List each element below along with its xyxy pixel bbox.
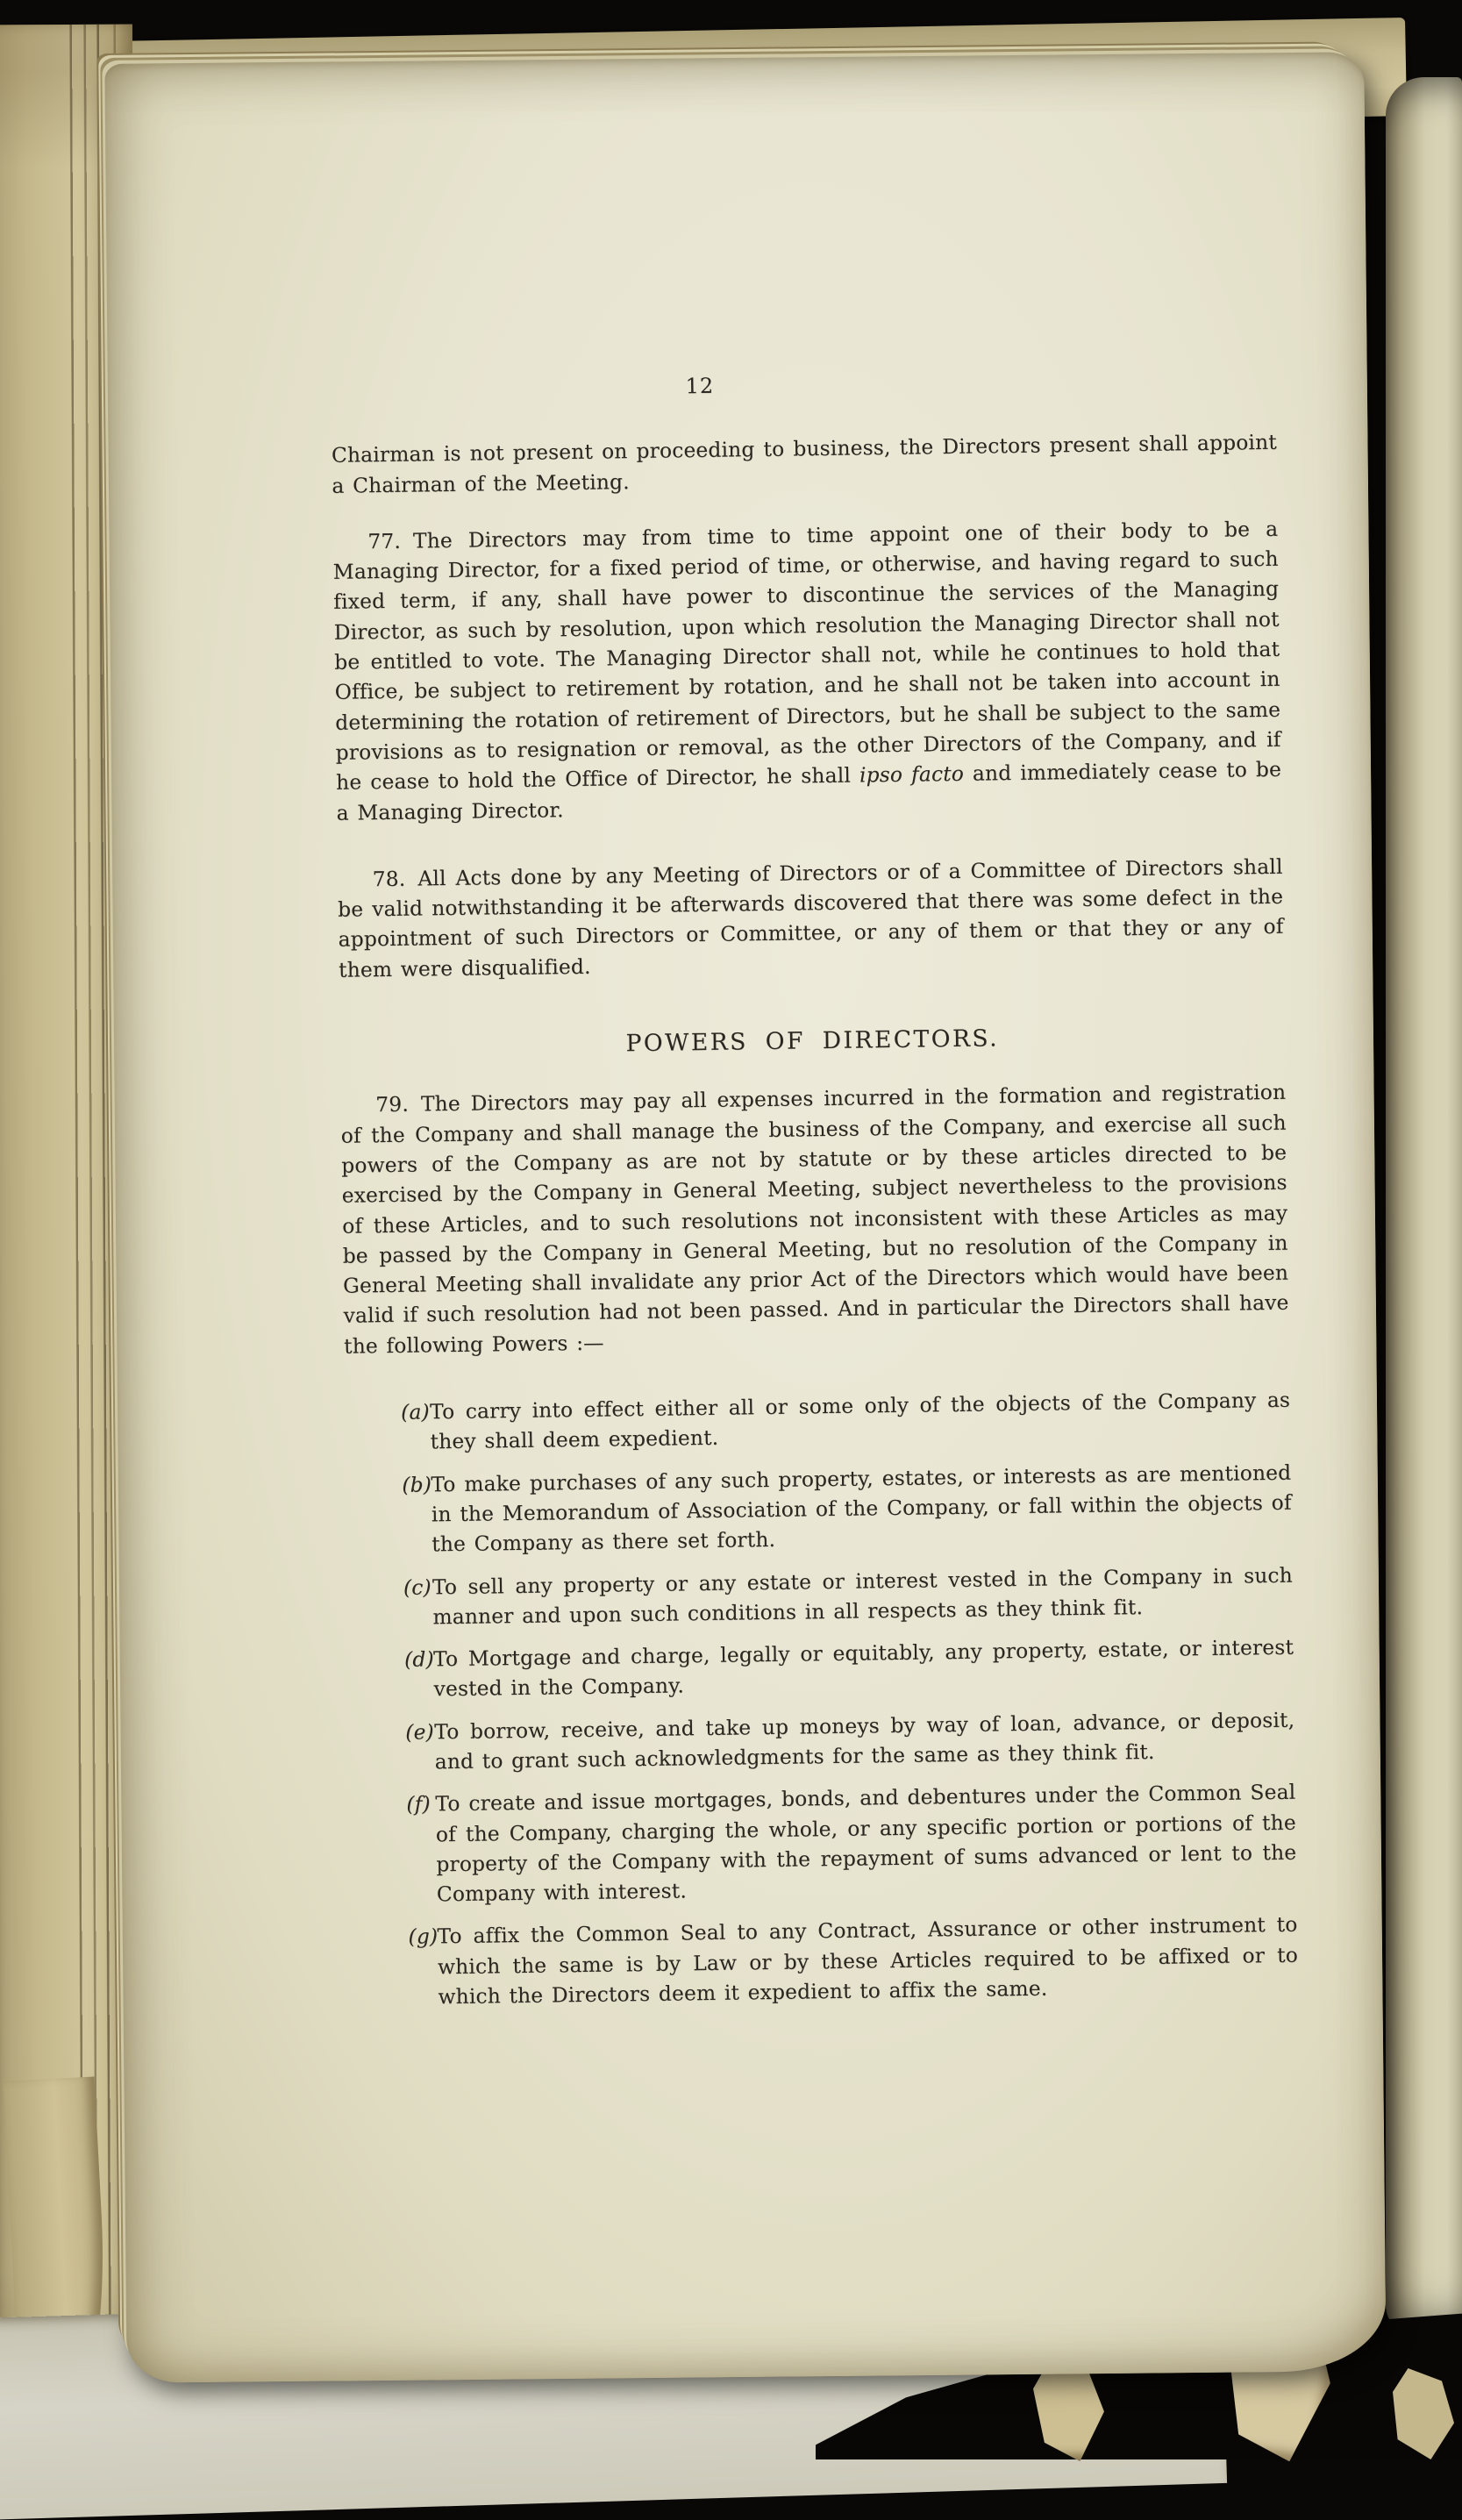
list-item-d [348,1633,1294,1707]
section-heading: POWERS OF DIRECTORS. [625,1024,1000,1058]
list-item-text: To carry into effect either all or some only of the objects of the Company as they shall deem expedient. [430,1388,1291,1454]
list-item-a [345,1386,1291,1460]
article-77-text: The Directors may from time to time appoint one of their body to be a Managing Director, for a fixed period of time, or otherwise, and having regard to such fixed term, if any, shall have power to discontinue the services of the Managing Director, as such by resolution, upon which resolution the Managing Director shall not be entitled to vote. The Managing Director shall not, while he continues to hold that Office, be subject to retirement by rotation, and he shall not be taken into account in determining the rotation of retirement of Directors, but he shall be subject to the same provisions as to resignation or removal, as the other Directors of the Company, and if he cease to hold the Office of Director, he shall [332,517,1281,796]
list-item-g [352,1910,1298,2014]
list-marker: (b) [402,1472,432,1497]
list-item-text: To affix the Common Seal to any Contract, Assurance or other instrument to which the same is by Law or by these Articles required to be affixed or to which the Directors deem it expedient to affix the same. [437,1913,1299,2010]
document-page [104,52,1386,2383]
page-content [331,363,1299,2014]
list-item-f [350,1778,1297,1911]
article-77-italic-term: ipso facto [859,762,965,788]
list-item-text: To Mortgage and charge, legally or equitably, any property, estate, or interest vested in the Company. [432,1635,1294,1702]
article-number: 78. [372,867,406,892]
list-item-c [347,1560,1294,1634]
article-77-text-end: and immediately cease to be a Managing Director. [336,758,1282,825]
list-item-b [346,1458,1292,1561]
list-marker: (a) [401,1400,431,1424]
list-item-text: To sell any property or any estate or interest vested in the Company in such manner and upon such conditions in all respects as they think fit. [431,1563,1294,1630]
list-marker: (g) [408,1924,439,1950]
paragraph-continuation: Chairman is not present on proceeding to business, the Directors present shall appoint a Chairman of the Meeting. [331,431,1278,498]
list-marker: (c) [403,1574,432,1600]
list-item-text: To make purchases of any such property, estates, or interests as are mentioned in the Memorandum of Association of the Company, or fall within the objects of the Company as there set forth. [431,1460,1292,1557]
article-number: 79. [375,1093,410,1117]
article-78-text: All Acts done by any Meeting of Directors or of a Committee of Directors shall be valid notwithstanding it be afterwards discovered that there was some defect in the appointment of such Directors or Committee, or any of them or that they or any of them were disqualified. [338,854,1284,982]
article-77 [332,515,1282,829]
powers-list [345,1386,1299,2014]
article-79-text: The Directors may pay all expenses incurred in the formation and registration of the Company and shall manage the business of the Company, and exercise all such powers of the Company as are not by statute or by these articles directed to be exercised by the Company in General Meeting, subject nevertheless to the provisions of these Articles, and to such resolutions not inconsistent with these Articles as may be passed by the Company in General Meeting, but no resolution of the Company in General Meeting shall invalidate any prior Act of the Directors which would have been valid if such resolution had not been passed. And in particular the Directors shall have the following Powers :— [340,1081,1289,1359]
facing-page-edge [1386,77,1462,2335]
list-item-text: To borrow, receive, and take up moneys by way of loan, advance, or deposit, and to grant such acknowledgments for the same as they think fit. [434,1708,1295,1774]
article-78 [337,853,1284,986]
list-item-text: To create and issue mortgages, bonds, and debentures under the Common Seal of the Company, charging the whole, or any specific portion or portions of the property of the Company with the repayment of sums advanced or lent to the Company with interest. [435,1780,1297,1907]
article-number: 77. [367,529,402,554]
article-79 [340,1078,1289,1362]
list-item-e [349,1705,1295,1779]
list-marker: (f) [406,1792,431,1817]
list-marker: (d) [403,1647,435,1672]
page-number: 12 [685,373,715,399]
list-marker: (e) [405,1720,435,1745]
